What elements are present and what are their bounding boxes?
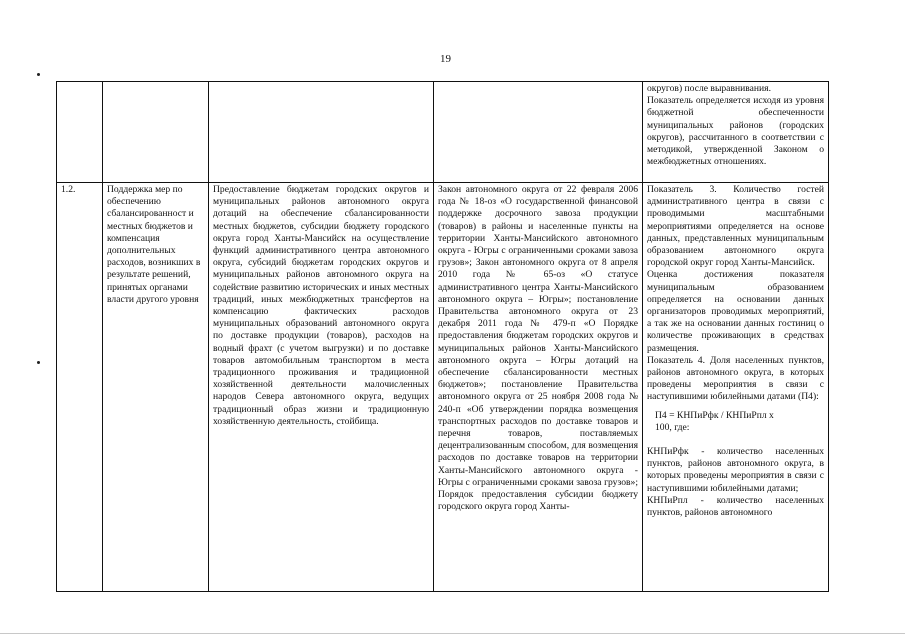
margin-dot-bottom — [37, 361, 40, 364]
cell-indicators — [643, 183, 829, 592]
table-row — [57, 183, 829, 592]
cell-row-number: 1.2. — [57, 183, 103, 592]
program-table — [56, 81, 829, 592]
page-number: 19 — [440, 53, 451, 65]
cell-measure-name: Поддержка мер по обеспечению сбалансированност и местных бюджетов и компенсация дополнительных расходов, возникших в результате решений, принятых органами власти другого уровня — [103, 183, 209, 592]
scan-edge-line — [0, 633, 905, 634]
indicators-line: округов) после выравнивания. — [647, 83, 771, 94]
cell-legal-basis: Закон автономного округа от 22 февраля 2006 года № 18-оз «О государственной финансовой поддержке досрочного завоза продукции (товаров) в районы и населенные пункты на территории Ханты-Мансийского автономного округа - Югры с ограниченными сроками завоза грузов»; Закон автономного округа от 8 апреля 2010 года № 65-оз «О статусе административного центра Ханты-Мансийского автономного округа – Югры»; постановление Правительства автономного округа от 23 декабря 2011 года № 479-п «О Порядке предоставления бюджетам городских округов и муниципальных районов Ханты-Мансийского автономного округа – Югры дотаций на обеспечение сбалансированности местных бюджетов»; постановление Правительства автономного округа от 25 ноября 2008 года № 240-п «Об утверждении порядка возмещения транспортных расходов по доставке товаров и перечня товаров, поставляемых децентрализованным способом, для возмещения расходов по доставке товаров на территории Ханты-Мансийского автономного округа - Югры с ограниченными сроками завоза грузов»; Порядок предоставления субсидии бюджету городского округа город Ханты- — [434, 183, 643, 592]
indicator-3-text: Показатель 3. Количество гостей административного центра в связи с проводимыми масштабными мероприятиями определяется на основе данных, представленных муниципальным образованием автономного округа городской округ город Ханты-Мансийск. — [647, 184, 824, 269]
cell-measure-content: Предоставление бюджетам городских округов и муниципальных районов автономного округа дотаций на обеспечение сбалансированности местных бюджетов, субсидии бюджету городского округа город Ханты-Мансийск на осуществление функций административного центра автономного округа, субсидий бюджетам городских округов и муниципальных районов автономного округа на содействие развитию исторических и иных местных традиций, иных межбюджетных трансфертов на компенсацию фактических расходов муниципальных образований автономного округа по доставке продукции (товаров), расходов на водный фрахт (с учетом выгрузки) и по доставке товаров автомобильным транспортом в места традиционного проживания и традиционной хозяйственной деятельности малочисленных народов Севера автономного округа, ведущих традиционный образ жизни и традиционную хозяйственную деятельность, стойбища. — [209, 183, 434, 592]
margin-dot-top — [37, 73, 40, 76]
formula-definition: КНПиРфк - количество населенных пунктов, районов автономного округа, в которых проведены мероприятия в связи с наступившими юбилейными датами; — [647, 446, 824, 494]
indicator-3-assessment: Оценка достижения показателя муниципальным образованием определяется на основании данных организаторов проводимых мероприятий, а так же на основании данных гостиниц о количестве проживающих в средствах размещения. — [647, 269, 824, 354]
cell-measure-empty — [103, 82, 209, 183]
formula-definition: КНПиРпл - количество населенных пунктов, районов автономного — [647, 494, 824, 519]
table-row — [57, 82, 829, 183]
cell-legal-empty — [434, 82, 643, 183]
indicators-line: Показатель определяется исходя из уровня бюджетной обеспеченности муниципальных районов (городских округов), рассчитанного в соответствии с методикой, утвержденной Законом о межбюджетных отношениях. — [647, 95, 824, 168]
indicator-4-text: Показатель 4. Доля населенных пунктов, районов автономного округа, в которых проведены мероприятия в связи с наступившими юбилейными датами (П4): — [647, 354, 824, 403]
cell-indicators-continued — [643, 82, 829, 183]
cell-number-empty — [57, 82, 103, 183]
formula-line: П4 = КНПиРфк / КНПиРпл х — [655, 409, 774, 421]
cell-content-empty — [209, 82, 434, 183]
formula-line: 100, где: — [655, 421, 690, 433]
